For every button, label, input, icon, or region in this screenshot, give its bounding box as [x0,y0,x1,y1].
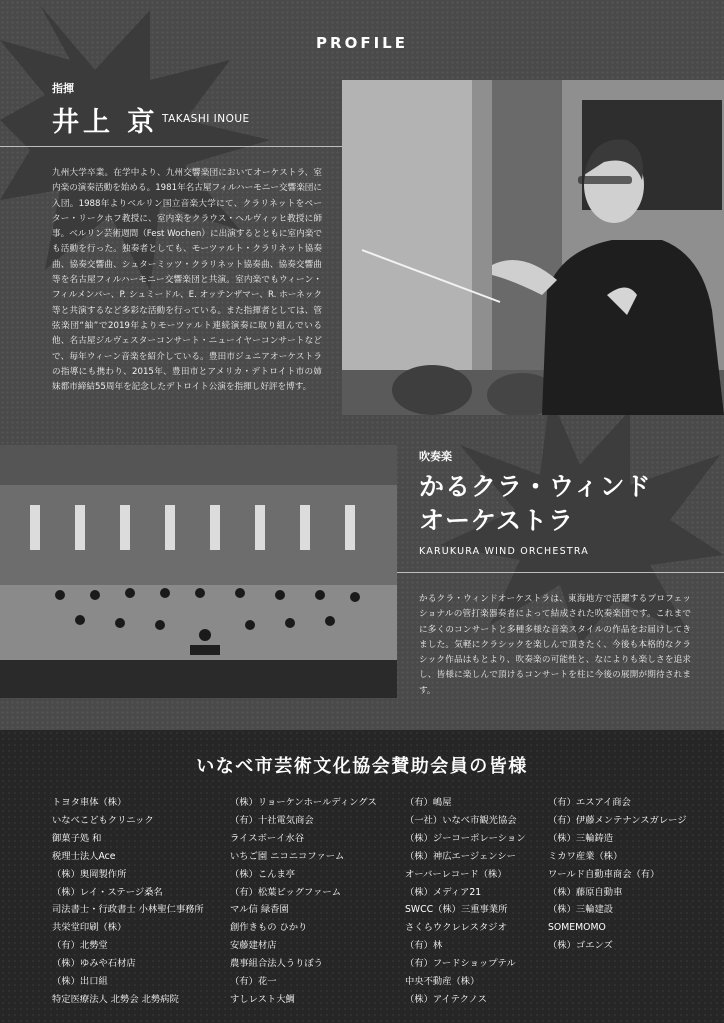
sponsor-item: いなべこどもクリニック [52,814,154,826]
sponsor-item: （株）ゴエンズ [548,940,613,952]
sponsor-item: （株）レイ・ステージ桑名 [52,886,163,898]
sponsor-item: （株）神広エージェンシー [405,850,516,862]
sponsor-item: SWCC（株）三重事業所 [405,904,508,916]
sponsor-item: （株）メディア21 [405,886,482,898]
sponsor-item: ライスボーイ水谷 [230,832,305,844]
sponsor-item: （有）松葉ビッグファーム [230,886,342,898]
conductor-photo [342,80,724,415]
sponsor-item: （有）北勢堂 [52,940,108,952]
conductor-biography: 九州大学卒業。在学中より、九州交響楽団においてオーケストラ、室内楽の演奏活動を始める。1981年名古屋フィルハーモニー交響楽団に入団。1988年よりベルリン国立音楽大学にて、クラリネットをペーター・リークホフ教授に、室内楽をクラウス・ヘルヴィッヒ教授に師事。ベルリン芸術週間（Fest Wochen）に出演するとともに室内楽でも活動を行った。独奏者としても、モーツァルト・クラリネット協奏曲、協奏交響曲、シュターミッツ・クラリネット協奏曲、協奏交響曲等を名古屋フィルハーモニー交響楽団と共演。室内楽でもウィーン・フィルメンバー、P. シュミードル、E. オッテンザマー、R. ホーネック等と共演するなど多彩な活動を行っている。また指揮者としては、管弦楽団“紬”で2019年よりモーツァルト連続演奏に取り組んでいる他、名古屋ジルヴェスターコンサート・ニューイヤーコンサートなどで、毎年ウィーン音楽を紹介している。豊田市ジュニアオーケストラの指導にも携わり、2015年、豊田市とアメリカ・デトロイト市の姉妹都市締結55周年を記念したデトロイト公演を指揮し好評を博す。 [52,168,322,393]
orchestra-name [419,470,652,538]
orchestra-role-label: 吹奏楽 [419,450,452,463]
sponsor-item: （有）エスアイ商会 [548,797,631,808]
sponsor-item: （株）三輪建設 [548,904,614,916]
sponsor-item: トヨタ車体（株） [52,797,127,808]
sponsor-item: （株）ジーコーポレーション [405,832,526,844]
sponsor-column-1 [52,794,204,1009]
sponsor-item: （有）伊藤メンテナンスガレージ [548,814,687,826]
orchestra-name-line1: かるクラ・ウィンド [419,472,652,501]
orchestra-photo [0,445,397,698]
sponsor-column-3 [405,794,526,1009]
sponsor-item: （株）奥岡製作所 [52,868,127,880]
sponsor-item: （有）花一 [230,976,277,988]
sponsor-item: 御菓子処 和 [52,832,102,844]
sponsor-item: すしレスト大鯛 [230,993,295,1005]
sponsor-item: 税理士法人Ace [52,850,116,862]
conductor-role-label: 指揮 [52,82,74,95]
sponsor-item: 特定医療法人 北勢会 北勢病院 [52,993,179,1005]
conductor-name: 井上 京 [52,107,159,138]
sponsor-item: 創作きもの ひかり [230,922,308,934]
conductor-divider [0,146,342,147]
orchestra-description: かるクラ・ウィンドオーケストラは、東海地方で活躍するプロフェッショナルの管打楽器奏者によって結成された吹奏楽団です。これまでに多くのコンサートと多種多様な音楽スタイルの作品をお届けしてきました。気軽にクラシックを楽しんで頂きたく、今後も本格的なクラシック作品はもとより、吹奏楽の可能性と、なによりも楽しさを追求し、皆様に楽しんで頂けるコンサートを柱に今後の展開が期待されます。 [419,594,691,696]
sponsor-item: SOMEMOMO [548,922,606,934]
sponsor-item: （株）アイテクノス [405,993,487,1005]
conductor-romaji-name: TAKASHI INOUE [162,113,250,125]
sponsor-item: （株）こんま亭 [230,868,296,880]
sponsor-item: 農事組合法人うりぼう [230,958,323,970]
sponsor-item: （株）ゆみや石材店 [52,958,136,970]
sponsor-item: （有）林 [405,940,443,952]
sponsor-item: 共栄堂印刷（株） [52,922,127,934]
sponsor-column-2 [230,794,377,1009]
sponsor-item: ワールド自動車商会（有） [548,868,660,880]
sponsor-item: （有）フードショップテル [405,958,516,970]
sponsor-item: （株）出口組 [52,976,108,988]
sponsor-item: （有）嶋屋 [405,797,452,808]
sponsor-item: オーバーレコード（株） [405,868,507,880]
orchestra-name-line2: オーケストラ [419,506,575,535]
sponsor-item: 安藤建材店 [230,940,277,952]
sponsor-item: （一社）いなべ市観光協会 [405,814,517,826]
orchestra-divider [397,572,724,573]
orchestra-romaji-name: KARUKURA WIND ORCHESTRA [419,546,589,557]
sponsor-item: 中央不動産（株） [405,976,480,988]
sponsor-item: ミカワ産業（株） [548,850,623,862]
sponsor-item: マル信 緑香園 [230,904,289,916]
sponsor-section-title: いなべ市芸術文化協会賛助会員の皆様 [196,756,528,777]
sponsor-item: （株）三輪鋳造 [548,832,614,844]
sponsor-column-4 [548,794,687,955]
page-title: PROFILE [316,34,408,52]
sponsor-item: 司法書士・行政書士 小林聖仁事務所 [52,904,204,916]
sponsor-item: （株）リョーケンホールディングス [230,797,377,808]
sponsor-item: さくらウクレレスタジオ [405,922,507,934]
sponsor-item: （株）藤原自動車 [548,886,623,898]
sponsor-item: いちご園 ニコニコファーム [230,850,345,862]
sponsor-item: （有）十社電気商会 [230,814,314,826]
